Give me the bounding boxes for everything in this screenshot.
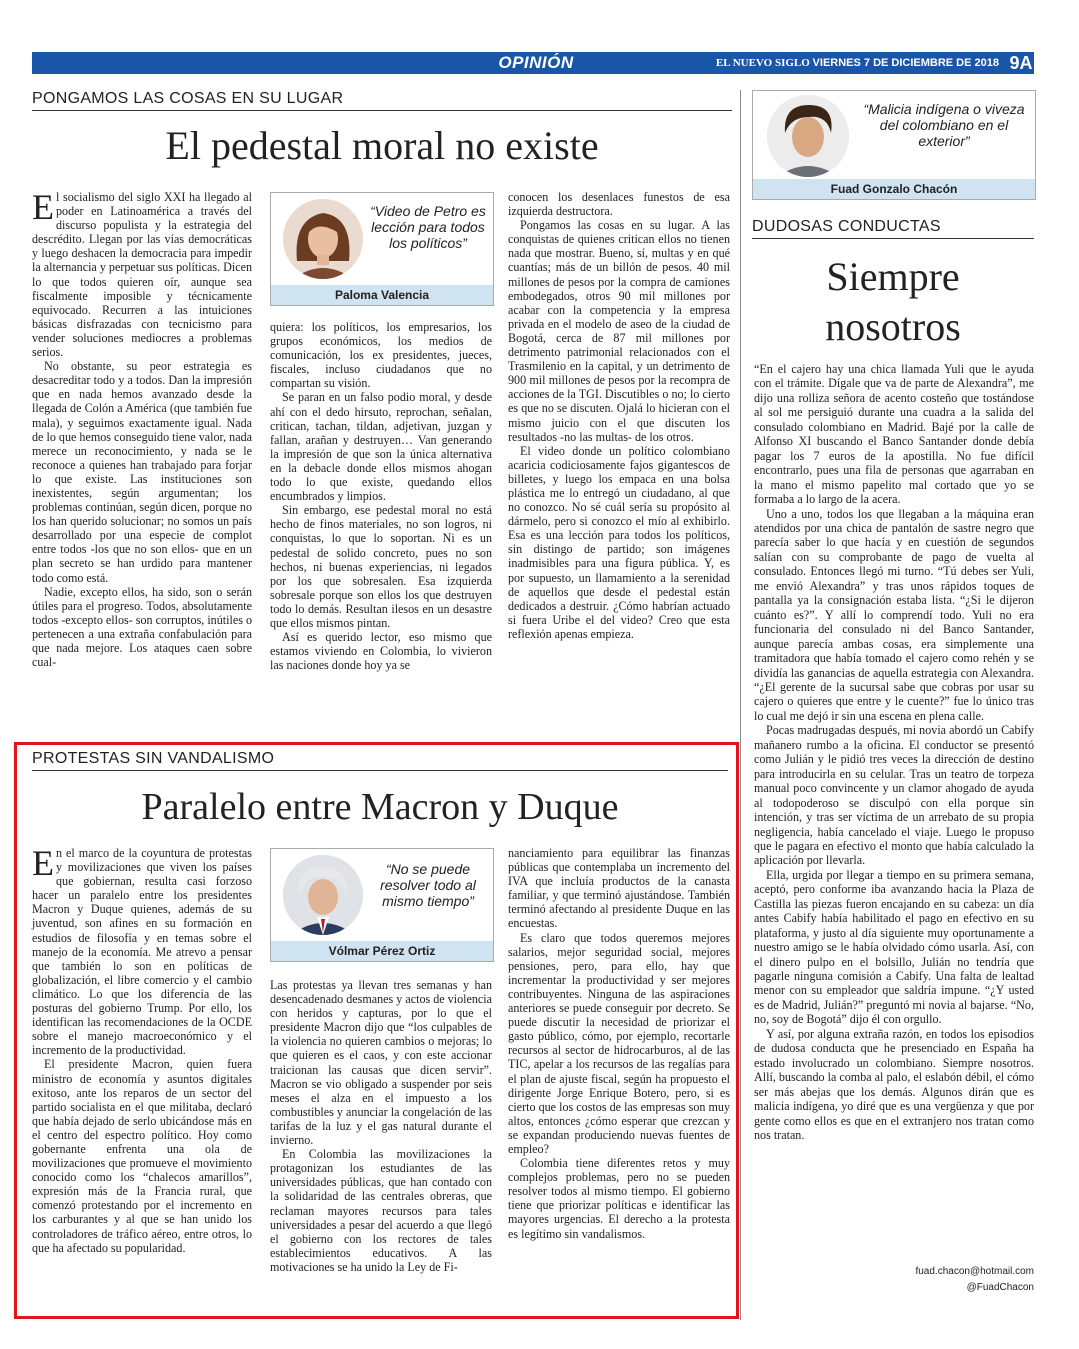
portrait-icon — [283, 855, 363, 935]
article3-body — [754, 362, 1034, 1142]
article1-col1 — [32, 187, 253, 670]
article2-col2-p2: En Colombia las movilizaciones la protagonizan los estudiantes de las universidades públicas, que han contado con la solidaridad de las centrales obreras, que reclaman mayores recursos para tales universidades a pesar del acuerdo a que llegó el gobierno con los rectores de tales establecimientos educativos. A las motivaciones se ha unido la Ley de Fi- — [270, 1147, 492, 1274]
article1-col2-p1: quiera: los políticos, los empresarios, los grupos económicos, los medios de comunicación, los ex presidentes, jueces, fiscales, incluso ciudadanos que no compartan su visión. — [270, 320, 492, 391]
portrait-icon — [283, 199, 363, 279]
article2-col1-p1: En el marco de la coyuntura de protestas y movilizaciones que viven los países que gobiernan, resulta casi forzoso hacer un paralelo entre los presidentes Macron y Duque quienes, además de su juventud, son afines en su formación en estudios de filosofía y en temas sobre el manejo de la economía. Me atrevo a pensar que también lo son en políticas de globalización, el libre comercio y el cambio climático. Lo que los diferencia de las posturas del gobierno Trump. Por ello, los identifican las recomendaciones de la OCDE sobre el manejo macroeconómico y el incremento de la productividad. — [32, 843, 252, 1058]
article2-col1-p2: El presidente Macron, quien fuera ministro de economía y asuntos digitales exitoso, ante los reparos de un sector del partido socialista en el que militaba, declaró que había dejado de serlo ubicándose más en el centro del espectro político. Hoy como gobernante enfrenta una ola de movilizaciones que promueve el movimiento conocido como los “chalecos amarillos”, expresión más de la Francia rural, que comenzó protestando por el incremento en los carburantes y al que se han unido los controladores de tráfico aéreo, entre otros, lo que ha afectado su popularidad. — [32, 1057, 252, 1255]
author-box-fuad — [752, 90, 1036, 200]
author-name: Vólmar Pérez Ortiz — [271, 941, 493, 961]
article2-col3 — [508, 846, 730, 1241]
article2-col3-p3: Colombia tiene diferentes retos y muy complejos problemas, pero no se pueden resolver todos al mismo tiempo. El gobierno tiene que priorizar políticas e identificar las mayores urgencias. El derecho a la protesta es legítimo sin vandalismos. — [508, 1156, 730, 1241]
article3-title — [752, 252, 1034, 352]
author-photo — [283, 199, 363, 279]
article2-col2 — [270, 978, 492, 1274]
article1-col2 — [270, 320, 492, 672]
article3-title-line1: Siempre — [826, 254, 960, 299]
pull-quote: “Video de Petro es lección para todos los políticos” — [370, 203, 486, 251]
article2-kicker: PROTESTAS SIN VANDALISMO — [32, 750, 728, 771]
paper-name: EL NUEVO SIGLO — [715, 57, 810, 69]
article3-p4: Ella, urgida por llegar a tiempo en su primera semana, aceptó, pero conforme iba avanzando hacia la Plaza de Castilla las piezas fueron encajando en su cabeza: un día antes Cabify había habilitado el pago en efectivo en su plataforma, y justo al día siguiente muy oportunamente a nuestro amigo se le había olvidado cómo usarla. Así, con el dinero pulpo en el bolsillo, Julián no tendría que pagarle ninguna comisión a Cabify. Una falta de lealtad menor con su empleador que saldría impune. “¿Y usted es de Madrid, Julián?” preguntó mi novia al bajarse. “No, no, soy de Bogotá” dijo él con orgullo. — [754, 867, 1034, 1027]
article1-title: El pedestal moral no existe — [165, 123, 599, 168]
article2-col2-p1: Las protestas ya llevan tres semanas y han desencadenado desmanes y actos de violencia con heridos y capturas, por lo que el presidente Macron dijo que “los culpables de la violencia no quieren cambios o mejoras; lo que quieren es el caos, y con este accionar traicionan las causas que dicen servir”. Macron se vio obligado a suspender por seis meses el alza en el impuesto a los combustibles y anunciar la congelación de las tarifas de la luz y el gas natural durante el invierno. — [270, 978, 492, 1148]
article1-col2-p4: Así es querido lector, eso mismo que estamos viviendo en Colombia, lo vivieron las naciones donde hoy ya se — [270, 630, 492, 673]
author-photo — [283, 855, 363, 935]
pull-quote: “No se puede resolver todo al mismo tiempo” — [380, 861, 476, 909]
article1-col2-p3: Sin embargo, ese pedestal moral no está hecho de finos materiales, no son logros, ni conquistas, lo que lo soportan. Ni es un pedestal de solido concreto, pues no son hechos, ni buenas experiencias, ni legados por los que sobresalen. Esa izquierda sobresale porque son ellos los que destruyen todo lo demás. Resultan ilesos en un desastre que ellos mismos pintan. — [270, 503, 492, 630]
article1-col3-p1: conocen los desenlaces funestos de esa izquierda destructora. — [508, 190, 730, 219]
article1-kicker: PONGAMOS LAS COSAS EN SU LUGAR — [32, 90, 732, 111]
author-name: Paloma Valencia — [271, 285, 493, 305]
column-divider — [740, 90, 741, 1320]
article1-col3-p2: Pongamos las cosas en su lugar. A las conquistas de quienes critican ellos no tienen nada que mostrar. Bueno, sí, multas y en qué cuantías; más de un billón de pesos. 40 mil millones de pesos por la compra de camiones embodegados, otros 90 mil millones por acabar con la competencia y la empresa privada en el modelo de aseo de la ciudad de Bogotá, cerca de 87 mil millones por detrimento patrimonial relacionados con el Trasmilenio en la capital, y un detrimento de 900 mil millones de pesos por la recompra de acciones de la TGI. Discutibles o no; lo cierto es que no se discuten. Ojalá lo hicieran con el mismo juicio con el que discuten los resultados -no las multas- de los otros. — [508, 218, 730, 444]
pull-quote: “Malicia indígena o viveza del colombiano en el exterior” — [863, 101, 1025, 149]
article3-p1: “En el cajero hay una chica llamada Yuli que le ayuda con el trámite. Dígale que va de parte de Alexandra”, me dijo una rolliza señora de acento costeño que tostándose al sol me persiguió durante una cuadra a la salida del consulado colombiano en Madrid. Bajé por la calle de Alfonso XI buscando el Banco Santander donde debía pagar los 7 euros de la apostilla. No fue difícil encontrarlo, pues una fila de personas que agarraban en la mano el mismo papelito mal cortado que yo se formaba a lo largo de la acera. — [754, 362, 1034, 507]
article2-col3-p1: nanciamiento para equilibrar las finanzas públicas que contemplaba un incremento del IVA que incluía productos de la canasta familiar, y que terminó ajustándose. También terminó afectando al presidente Duque en las encuestas. — [508, 846, 730, 931]
article1-col1-p3: Nadie, excepto ellos, ha sido, son o serán útiles para el progreso. Todos, absolutamente todos -excepto ellos- son corruptos, inútiles o pertenecen a una extraña confabulación para que nada mejore. Los ataques caen sobre cual- — [32, 584, 253, 670]
article2-title: Paralelo entre Macron y Duque — [141, 786, 619, 828]
section-label: OPINIÓN — [498, 53, 574, 72]
author-handle: @FuadChacon — [966, 1282, 1034, 1293]
author-box-volmar — [270, 848, 494, 962]
author-box-paloma — [270, 192, 494, 306]
dropcap: E — [32, 843, 54, 883]
article3-p5: Y así, por alguna extraña razón, en todos los episodios de dudosa conducta que he presenciado en España ha estado involucrado un colombiano. Siempre nosotros. Allí, buscando la comba al palo, el eslabón débil, el cómo ser más abejas que los demás. Algunos dirán que es malicia indígena, yo diré que es una vergüenza y que por gente como ellos es que en el extranjero nos tratan como nos tratan. — [754, 1026, 1034, 1143]
article3-p3: Pocas madrugadas después, mi novia abordó un Cabify mañanero rumbo a la oficina. El conductor se presentó como Julián y le pidió tres veces la dirección de destino para introducirla en su celular. Tras un teatro de torpeza manual poco convincente y un clamor ahogado de ayuda al todopoderoso se disculpó con ella porque sin intención, y tras ser víctima de un arrebato de su propia negligencia, había cancelado el viaje. Luego le propuso que le pagara en efectivo el monto que había calculado la aplicación por llevarla. — [754, 723, 1034, 868]
article2-col3-p2: Es claro que todos queremos mejores salarios, mejor seguridad social, mejores pensiones, pero, para ello, hay que incrementar la productividad y ser mejores contribuyentes. Ninguna de las aspiraciones anteriores se puede conseguir por decreto. Se puede discutir la necesidad de priorizar el gasto público, cómo, por ejemplo, recortarle recursos al sector de hidrocarburos, al de las TIC, apelar a los recursos de las regalías para el plan de ajuste fiscal, según ha propuesto el dirigente Jorge Enrique Botero, pero, si es cierto que los costos de las empresas son muy altos, entonces ¿cómo esperar que crezcan y se expandan produciendo nuevas fuentes de empleo? — [508, 930, 730, 1156]
author-photo — [767, 95, 849, 177]
article3-p2: Uno a uno, todos los que llegaban a la máquina eran atendidos por una chica de pantalón de sastre negro que parecía saber lo que hacía y en cuestión de segundos salían con su comprobante de pago de vuelta al consulado. Entonces llegó mi turno. “Tú debes ser Yuli, me envió Alexandra” y tras unos rápidos toques de pantalla ya la consignación estaba lista. “¿Si le dijeron cuánto es?”. Y allí lo comprendí todo. Yuli no era funcionaria del consulado ni del Banco Santander, aunque parecía ambas cosas, era simplemente una tramitadora que había tomado el cajero como rehén y se dividía las ganancias de aquella estrategia con Alexandra. “¿El gerente de la sucursal sabe que cobras por usar su cajero o quieres que entre y le cuente?” fue lo único tras lo cual me dejó ir sin una escena en plena calle. — [754, 506, 1034, 723]
article1-col3 — [508, 190, 730, 641]
issue-date: VIERNES 7 DE DICIEMBRE DE 2018 — [812, 57, 999, 69]
author-email: fuad.chacon@hotmail.com — [915, 1266, 1034, 1277]
portrait-icon — [767, 95, 849, 177]
article2-col1 — [32, 843, 252, 1255]
author-name: Fuad Gonzalo Chacón — [753, 179, 1035, 199]
masthead — [716, 52, 999, 74]
article1-col1-p2: No obstante, su peor estrategia es desacreditar todo y a todos. Dan la impresión que en nada hemos avanzado desde la llegada de Colón a América (que también fue mala), y seguimos exactamente igual. Nada de lo que hemos conseguido tiene valor, nada merece un reconocimiento, y nada se le reconoce a quienes han trabajado para forjar lo que existe. Las instituciones son inexistentes, según argumentan; los problemas continúan, según dicen, porque no los han querido solucionar; no somos un país desarrollado por una especie de complot entre todos -los que no son ellos- que en un plan secreto se han urdido para mantener todo como está. — [32, 359, 252, 585]
article1-col3-p3: El video donde un político colombiano acaricia codiciosamente fajos gigantescos de billetes, y luego los empaca en una bolsa plástica me lo entregó un ciudadano, al que no conozco. No sé cuál sería su propósito al dármelo, pero si conozco el mío al exhibirlo. Esa es una lección para todos los políticos, sin distingo de partido; son imágenes inadmisibles para una figura pública. Y, es por supuesto, un llamamiento a la serenidad de aquellos que desde el pedestal están dedicados a destruir. ¿Cómo habrían actuado si fuera Uribe el del video? Creo que esta reflexión apenas empieza. — [508, 443, 730, 641]
page-number: 9A — [1009, 53, 1033, 73]
article3-kicker: DUDOSAS CONDUCTAS — [752, 218, 1034, 239]
article1-col2-p2: Se paran en un falso podio moral, y desde ahí con el dedo hirsuto, reprochan, señalan, critican, tachan, tildan, adjetivan, juzgan y fallan, arañan y destruyen… Van generando la impresión de que son la única alternativa en la debacle donde ellos mismos ahogan todo lo que existe, quedando ellos encumbrados y limpios. — [270, 390, 492, 504]
article3-title-line2: nosotros — [825, 304, 961, 349]
dropcap: E — [32, 187, 54, 227]
article1-col1-p1: El socialismo del siglo XXI ha llegado al poder en Latinoamérica a través del discurso populista y la estrategia del descrédito. Llegan por las vías democráticas y luego deshacen la democracia para impedir la alternancia y perpetuar sus políticas. Dicen lo que todos quieren oír, aunque sea fiscalmente imposible y técnicamente equivocado. Recurren a las intuiciones básicas disfrazadas con tecnicismo para vender soluciones mediocres a problemas serios. — [32, 187, 252, 360]
